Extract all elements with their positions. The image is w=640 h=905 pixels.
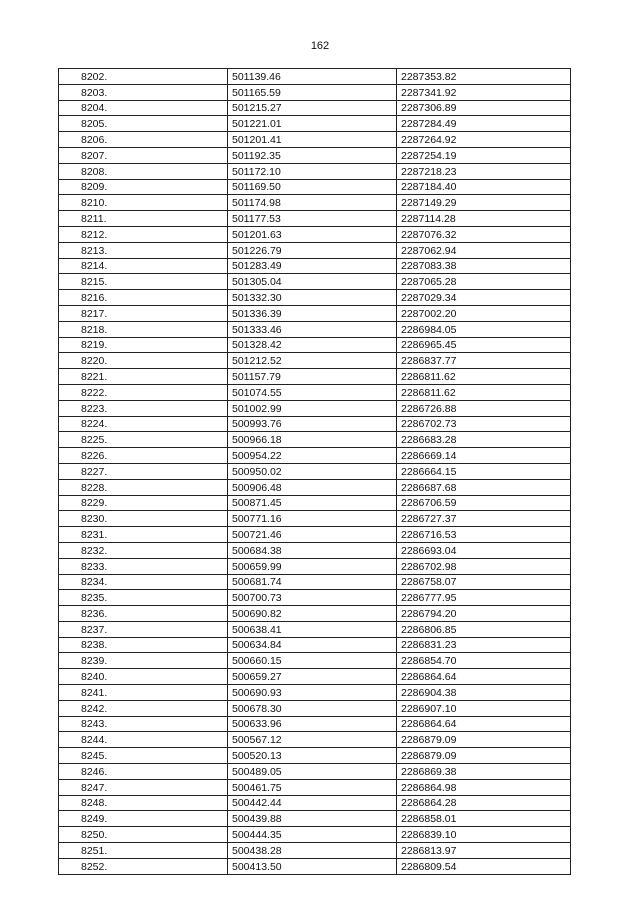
x-coordinate-cell: 500906.48 bbox=[228, 479, 397, 495]
point-number-cell: 8221. bbox=[59, 369, 228, 385]
x-coordinate-cell: 500681.74 bbox=[228, 574, 397, 590]
x-coordinate-cell: 501074.55 bbox=[228, 384, 397, 400]
point-number-cell: 8219. bbox=[59, 337, 228, 353]
y-coordinate-cell: 2287002.20 bbox=[397, 305, 571, 321]
table-row bbox=[59, 590, 571, 606]
point-number-cell: 8208. bbox=[59, 163, 228, 179]
point-number-cell: 8214. bbox=[59, 258, 228, 274]
y-coordinate-cell: 2286813.97 bbox=[397, 843, 571, 859]
point-number-cell: 8204. bbox=[59, 100, 228, 116]
x-coordinate-cell: 500520.13 bbox=[228, 748, 397, 764]
point-number-cell: 8224. bbox=[59, 416, 228, 432]
x-coordinate-cell: 500461.75 bbox=[228, 779, 397, 795]
point-number-cell: 8222. bbox=[59, 384, 228, 400]
point-number-cell: 8252. bbox=[59, 858, 228, 874]
y-coordinate-cell: 2286716.53 bbox=[397, 527, 571, 543]
point-number-cell: 8240. bbox=[59, 669, 228, 685]
point-number-cell: 8205. bbox=[59, 116, 228, 132]
y-coordinate-cell: 2286811.62 bbox=[397, 384, 571, 400]
x-coordinate-cell: 500771.16 bbox=[228, 511, 397, 527]
table-row bbox=[59, 163, 571, 179]
table-row bbox=[59, 795, 571, 811]
table-row bbox=[59, 337, 571, 353]
table-row bbox=[59, 606, 571, 622]
page-number: 162 bbox=[310, 40, 330, 52]
x-coordinate-cell: 500638.41 bbox=[228, 621, 397, 637]
x-coordinate-cell: 501333.46 bbox=[228, 321, 397, 337]
table-row bbox=[59, 384, 571, 400]
y-coordinate-cell: 2287264.92 bbox=[397, 132, 571, 148]
x-coordinate-cell: 500954.22 bbox=[228, 448, 397, 464]
table-row bbox=[59, 479, 571, 495]
y-coordinate-cell: 2286664.15 bbox=[397, 463, 571, 479]
x-coordinate-cell: 501174.98 bbox=[228, 195, 397, 211]
x-coordinate-cell: 501201.63 bbox=[228, 226, 397, 242]
table-row bbox=[59, 432, 571, 448]
point-number-cell: 8244. bbox=[59, 732, 228, 748]
table-row bbox=[59, 858, 571, 874]
point-number-cell: 8212. bbox=[59, 226, 228, 242]
y-coordinate-cell: 2286831.23 bbox=[397, 637, 571, 653]
point-number-cell: 8227. bbox=[59, 463, 228, 479]
y-coordinate-cell: 2287149.29 bbox=[397, 195, 571, 211]
table-row bbox=[59, 416, 571, 432]
x-coordinate-cell: 500690.93 bbox=[228, 685, 397, 701]
point-number-cell: 8246. bbox=[59, 764, 228, 780]
point-number-cell: 8216. bbox=[59, 290, 228, 306]
y-coordinate-cell: 2286777.95 bbox=[397, 590, 571, 606]
table-row bbox=[59, 732, 571, 748]
y-coordinate-cell: 2286864.28 bbox=[397, 795, 571, 811]
x-coordinate-cell: 500700.73 bbox=[228, 590, 397, 606]
y-coordinate-cell: 2286806.85 bbox=[397, 621, 571, 637]
y-coordinate-cell: 2286702.98 bbox=[397, 558, 571, 574]
y-coordinate-cell: 2286984.05 bbox=[397, 321, 571, 337]
table-row bbox=[59, 290, 571, 306]
table-row bbox=[59, 495, 571, 511]
coordinates-table bbox=[58, 68, 571, 875]
table-row bbox=[59, 669, 571, 685]
y-coordinate-cell: 2286693.04 bbox=[397, 542, 571, 558]
point-number-cell: 8251. bbox=[59, 843, 228, 859]
x-coordinate-cell: 501002.99 bbox=[228, 400, 397, 416]
table-row bbox=[59, 685, 571, 701]
table-row bbox=[59, 400, 571, 416]
y-coordinate-cell: 2286727.37 bbox=[397, 511, 571, 527]
y-coordinate-cell: 2286907.10 bbox=[397, 700, 571, 716]
y-coordinate-cell: 2286864.64 bbox=[397, 669, 571, 685]
x-coordinate-cell: 500871.45 bbox=[228, 495, 397, 511]
point-number-cell: 8220. bbox=[59, 353, 228, 369]
point-number-cell: 8206. bbox=[59, 132, 228, 148]
table-row bbox=[59, 132, 571, 148]
table-row bbox=[59, 369, 571, 385]
y-coordinate-cell: 2286706.59 bbox=[397, 495, 571, 511]
point-number-cell: 8234. bbox=[59, 574, 228, 590]
y-coordinate-cell: 2286869.38 bbox=[397, 764, 571, 780]
table-row bbox=[59, 558, 571, 574]
x-coordinate-cell: 501283.49 bbox=[228, 258, 397, 274]
point-number-cell: 8239. bbox=[59, 653, 228, 669]
y-coordinate-cell: 2286839.10 bbox=[397, 827, 571, 843]
table-row bbox=[59, 116, 571, 132]
point-number-cell: 8203. bbox=[59, 84, 228, 100]
point-number-cell: 8207. bbox=[59, 147, 228, 163]
table-row bbox=[59, 511, 571, 527]
point-number-cell: 8210. bbox=[59, 195, 228, 211]
table-row bbox=[59, 621, 571, 637]
x-coordinate-cell: 500659.99 bbox=[228, 558, 397, 574]
point-number-cell: 8232. bbox=[59, 542, 228, 558]
table-row bbox=[59, 637, 571, 653]
y-coordinate-cell: 2286794.20 bbox=[397, 606, 571, 622]
table-row bbox=[59, 100, 571, 116]
point-number-cell: 8233. bbox=[59, 558, 228, 574]
table-row bbox=[59, 69, 571, 85]
point-number-cell: 8223. bbox=[59, 400, 228, 416]
table-row bbox=[59, 463, 571, 479]
table-row bbox=[59, 353, 571, 369]
y-coordinate-cell: 2286965.45 bbox=[397, 337, 571, 353]
x-coordinate-cell: 500950.02 bbox=[228, 463, 397, 479]
table-row bbox=[59, 700, 571, 716]
y-coordinate-cell: 2286904.38 bbox=[397, 685, 571, 701]
y-coordinate-cell: 2286879.09 bbox=[397, 748, 571, 764]
y-coordinate-cell: 2286811.62 bbox=[397, 369, 571, 385]
table-row bbox=[59, 748, 571, 764]
y-coordinate-cell: 2287218.23 bbox=[397, 163, 571, 179]
x-coordinate-cell: 501332.30 bbox=[228, 290, 397, 306]
x-coordinate-cell: 500444.35 bbox=[228, 827, 397, 843]
y-coordinate-cell: 2286758.07 bbox=[397, 574, 571, 590]
y-coordinate-cell: 2286837.77 bbox=[397, 353, 571, 369]
x-coordinate-cell: 500442.44 bbox=[228, 795, 397, 811]
table-row bbox=[59, 274, 571, 290]
table-row bbox=[59, 542, 571, 558]
x-coordinate-cell: 500438.28 bbox=[228, 843, 397, 859]
x-coordinate-cell: 501157.79 bbox=[228, 369, 397, 385]
y-coordinate-cell: 2287341.92 bbox=[397, 84, 571, 100]
x-coordinate-cell: 501226.79 bbox=[228, 242, 397, 258]
x-coordinate-cell: 501169.50 bbox=[228, 179, 397, 195]
x-coordinate-cell: 501305.04 bbox=[228, 274, 397, 290]
y-coordinate-cell: 2286854.70 bbox=[397, 653, 571, 669]
point-number-cell: 8237. bbox=[59, 621, 228, 637]
table-row bbox=[59, 195, 571, 211]
y-coordinate-cell: 2286669.14 bbox=[397, 448, 571, 464]
x-coordinate-cell: 500690.82 bbox=[228, 606, 397, 622]
y-coordinate-cell: 2287114.28 bbox=[397, 211, 571, 227]
point-number-cell: 8243. bbox=[59, 716, 228, 732]
point-number-cell: 8213. bbox=[59, 242, 228, 258]
y-coordinate-cell: 2286809.54 bbox=[397, 858, 571, 874]
point-number-cell: 8209. bbox=[59, 179, 228, 195]
point-number-cell: 8247. bbox=[59, 779, 228, 795]
point-number-cell: 8242. bbox=[59, 700, 228, 716]
table-row bbox=[59, 827, 571, 843]
point-number-cell: 8215. bbox=[59, 274, 228, 290]
x-coordinate-cell: 501221.01 bbox=[228, 116, 397, 132]
x-coordinate-cell: 500721.46 bbox=[228, 527, 397, 543]
y-coordinate-cell: 2287062.94 bbox=[397, 242, 571, 258]
y-coordinate-cell: 2287083.38 bbox=[397, 258, 571, 274]
point-number-cell: 8217. bbox=[59, 305, 228, 321]
x-coordinate-cell: 500684.38 bbox=[228, 542, 397, 558]
y-coordinate-cell: 2287065.28 bbox=[397, 274, 571, 290]
point-number-cell: 8226. bbox=[59, 448, 228, 464]
y-coordinate-cell: 2287353.82 bbox=[397, 69, 571, 85]
table-row bbox=[59, 211, 571, 227]
y-coordinate-cell: 2286702.73 bbox=[397, 416, 571, 432]
point-number-cell: 8229. bbox=[59, 495, 228, 511]
x-coordinate-cell: 500993.76 bbox=[228, 416, 397, 432]
point-number-cell: 8225. bbox=[59, 432, 228, 448]
point-number-cell: 8249. bbox=[59, 811, 228, 827]
x-coordinate-cell: 501215.27 bbox=[228, 100, 397, 116]
y-coordinate-cell: 2286726.88 bbox=[397, 400, 571, 416]
y-coordinate-cell: 2287029.34 bbox=[397, 290, 571, 306]
x-coordinate-cell: 501192.35 bbox=[228, 147, 397, 163]
y-coordinate-cell: 2286879.09 bbox=[397, 732, 571, 748]
table-row bbox=[59, 84, 571, 100]
table-row bbox=[59, 764, 571, 780]
point-number-cell: 8211. bbox=[59, 211, 228, 227]
point-number-cell: 8245. bbox=[59, 748, 228, 764]
y-coordinate-cell: 2286683.28 bbox=[397, 432, 571, 448]
table-row bbox=[59, 226, 571, 242]
x-coordinate-cell: 501139.46 bbox=[228, 69, 397, 85]
table-row bbox=[59, 716, 571, 732]
point-number-cell: 8202. bbox=[59, 69, 228, 85]
table-row bbox=[59, 779, 571, 795]
x-coordinate-cell: 501336.39 bbox=[228, 305, 397, 321]
point-number-cell: 8228. bbox=[59, 479, 228, 495]
x-coordinate-cell: 500659.27 bbox=[228, 669, 397, 685]
point-number-cell: 8236. bbox=[59, 606, 228, 622]
x-coordinate-cell: 500660.15 bbox=[228, 653, 397, 669]
table-row bbox=[59, 242, 571, 258]
x-coordinate-cell: 500634.84 bbox=[228, 637, 397, 653]
x-coordinate-cell: 501201.41 bbox=[228, 132, 397, 148]
table-row bbox=[59, 179, 571, 195]
x-coordinate-cell: 500567.12 bbox=[228, 732, 397, 748]
point-number-cell: 8231. bbox=[59, 527, 228, 543]
x-coordinate-cell: 500633.96 bbox=[228, 716, 397, 732]
y-coordinate-cell: 2286864.64 bbox=[397, 716, 571, 732]
x-coordinate-cell: 501172.10 bbox=[228, 163, 397, 179]
y-coordinate-cell: 2287076.32 bbox=[397, 226, 571, 242]
table-row bbox=[59, 811, 571, 827]
point-number-cell: 8238. bbox=[59, 637, 228, 653]
table-row bbox=[59, 653, 571, 669]
y-coordinate-cell: 2286858.01 bbox=[397, 811, 571, 827]
table-row bbox=[59, 527, 571, 543]
x-coordinate-cell: 500439.88 bbox=[228, 811, 397, 827]
y-coordinate-cell: 2287284.49 bbox=[397, 116, 571, 132]
y-coordinate-cell: 2287254.19 bbox=[397, 147, 571, 163]
table-row bbox=[59, 574, 571, 590]
point-number-cell: 8218. bbox=[59, 321, 228, 337]
table-row bbox=[59, 843, 571, 859]
x-coordinate-cell: 501177.53 bbox=[228, 211, 397, 227]
table-row bbox=[59, 147, 571, 163]
table-row bbox=[59, 448, 571, 464]
point-number-cell: 8235. bbox=[59, 590, 228, 606]
y-coordinate-cell: 2287184.40 bbox=[397, 179, 571, 195]
point-number-cell: 8248. bbox=[59, 795, 228, 811]
y-coordinate-cell: 2286864.98 bbox=[397, 779, 571, 795]
x-coordinate-cell: 501328.42 bbox=[228, 337, 397, 353]
x-coordinate-cell: 500413.50 bbox=[228, 858, 397, 874]
point-number-cell: 8230. bbox=[59, 511, 228, 527]
y-coordinate-cell: 2287306.89 bbox=[397, 100, 571, 116]
table-row bbox=[59, 258, 571, 274]
coordinates-table-body bbox=[59, 69, 571, 875]
table-row bbox=[59, 321, 571, 337]
x-coordinate-cell: 500966.18 bbox=[228, 432, 397, 448]
point-number-cell: 8241. bbox=[59, 685, 228, 701]
x-coordinate-cell: 500489.05 bbox=[228, 764, 397, 780]
x-coordinate-cell: 501212.52 bbox=[228, 353, 397, 369]
x-coordinate-cell: 501165.59 bbox=[228, 84, 397, 100]
y-coordinate-cell: 2286687.68 bbox=[397, 479, 571, 495]
x-coordinate-cell: 500678.30 bbox=[228, 700, 397, 716]
table-row bbox=[59, 305, 571, 321]
point-number-cell: 8250. bbox=[59, 827, 228, 843]
